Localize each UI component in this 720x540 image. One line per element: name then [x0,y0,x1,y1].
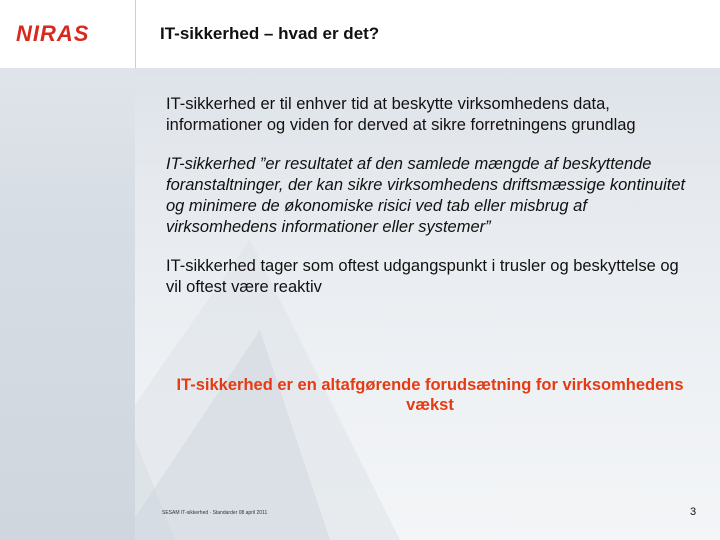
logo-text: NIRAS [16,21,90,46]
paragraph-definition: IT-sikkerhed er til enhver tid at beskytte virksomhedens data, informationer og viden for derved at sikre forretningens grundlag [166,95,636,134]
niras-logo [16,20,89,48]
left-panel [0,0,135,540]
paragraph-quote: IT-sikkerhed ”er resultatet af den samlede mængde af beskyttende foranstaltninger, der kan sikre virksomhedens driftsmæssige kontinuitet og minimere de økonomiske risici ved tab eller misbrug af virksomhedens informationer eller systemer” [166,155,686,236]
paragraph-approach: IT-sikkerhed tager som oftest udgangspunkt i trusler og beskyttelse og vil oftest være reaktiv [166,257,679,296]
slide-body [166,94,696,316]
header-divider [135,0,136,68]
footer-text: SESAM IT-sikkerhed · Standarder 08 april 2011 [162,510,268,516]
page-number: 3 [690,506,697,518]
slide-title: IT-sikkerhed – hvad er det? [160,24,380,43]
highlight-statement: IT-sikkerhed er en altafgørende forudsætning for virksomhedens vækst [176,376,684,414]
